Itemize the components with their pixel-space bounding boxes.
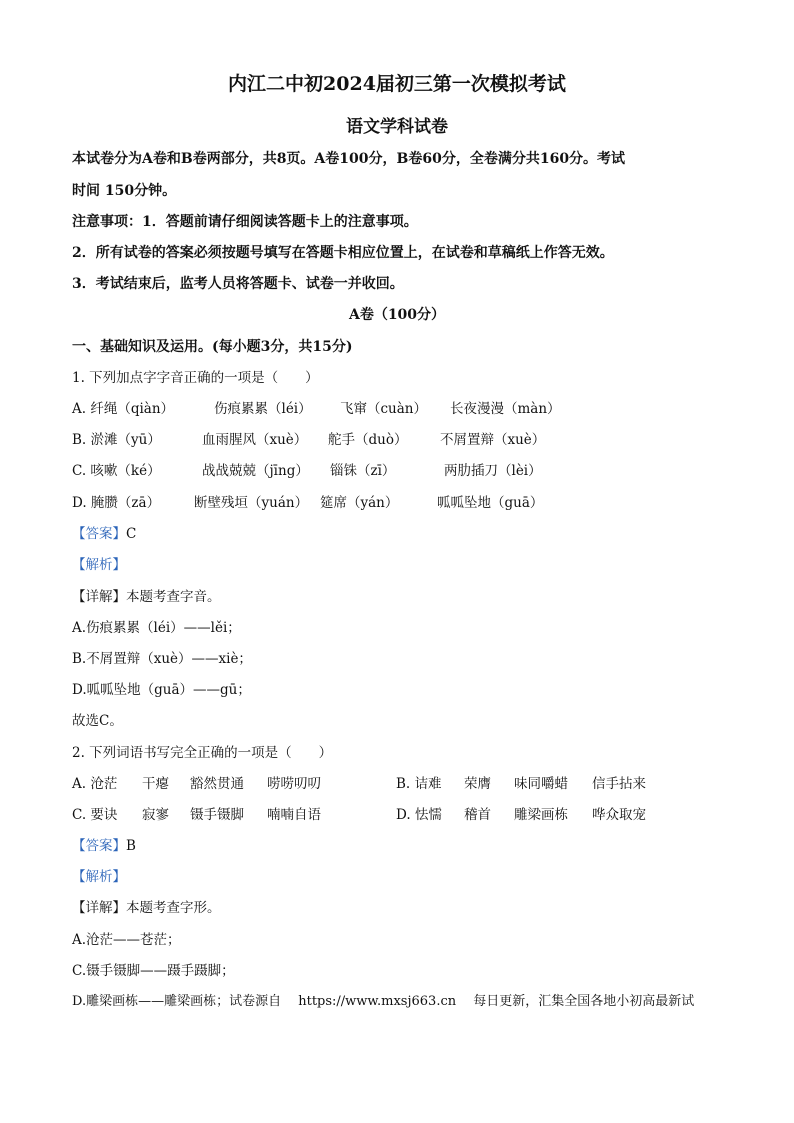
option-cell: 干瘪	[142, 776, 169, 792]
option-cell: 唠唠叨叨	[267, 776, 321, 792]
q1-answer	[72, 526, 136, 542]
option-cell: 血雨腥风（xuè）	[202, 432, 308, 448]
answer-label: 【答案】	[72, 526, 126, 542]
q1-stem: 1. 下列加点字字音正确的一项是（ ）	[72, 370, 319, 386]
q1-detail	[72, 589, 221, 605]
q2-line-d: D.雕梁画栋——雕梁画栋；试卷源自 https://www.mxsj663.cn 每日更新，汇集全国各地小初高最新试	[72, 994, 695, 1009]
option-cell: 舵手（duò）	[328, 432, 408, 448]
option-cell: 不屑置辩（xuè）	[440, 432, 546, 448]
answer-value: B	[126, 838, 136, 854]
q1-line-d: D.呱呱坠地（guā）——gū；	[72, 682, 251, 698]
q1-line-b: B.不屑置辩（xuè）——xiè；	[72, 651, 252, 667]
q1-analysis-label: 【解析】	[72, 557, 126, 573]
option-cell: 稽首	[464, 807, 491, 823]
option-cell: A. 沧茫	[72, 776, 118, 792]
intro-line-1: 本试卷分为A卷和B卷两部分，共8页。A卷100分，B卷60分，全卷满分共160分。考试	[72, 151, 626, 167]
section-a-heading: A卷（100分）	[348, 307, 446, 323]
option-cell: 断壁残垣（yuán）	[194, 495, 309, 511]
q2-line-c: C.镊手镊脚——蹑手蹑脚；	[72, 963, 235, 979]
option-cell: 雕梁画栋	[514, 807, 568, 823]
option-cell: C. 咳嗽（ké）	[72, 463, 161, 479]
notice-3: 3．考试结束后，监考人员将答题卡、试卷一并收回。	[72, 276, 404, 292]
option-cell: 两肋插刀（lèi）	[444, 463, 542, 479]
option-cell: 呱呱坠地（guā）	[437, 495, 544, 511]
option-cell: 豁然贯通	[190, 776, 244, 792]
option-cell: C. 要诀	[72, 807, 118, 823]
option-cell: 筵席（yán）	[320, 495, 399, 511]
answer-value: C	[126, 526, 137, 542]
q2-line-a: A.沧茫——苍茫；	[72, 932, 181, 948]
detail-text: 本题考查字形。	[126, 900, 221, 916]
detail-text: 本题考查字音。	[126, 589, 221, 605]
notice-2: 2．所有试卷的答案必须按题号填写在答题卡相应位置上，在试卷和草稿纸上作答无效。	[72, 245, 614, 261]
option-cell: B. 淤滩（yū）	[72, 432, 161, 448]
option-cell: D. 怯懦	[396, 807, 442, 823]
q2-stem: 2. 下列词语书写完全正确的一项是（ ）	[72, 745, 333, 761]
option-cell: 战战兢兢（jīng）	[202, 463, 309, 479]
option-cell: 寂寥	[142, 807, 169, 823]
option-cell: 荣膺	[464, 776, 491, 792]
option-cell: 味同嚼蜡	[514, 776, 568, 792]
notice-1: 注意事项：1．答题前请仔细阅读答题卡上的注意事项。	[72, 214, 418, 230]
option-cell: D. 腌臜（zā）	[72, 495, 161, 511]
option-cell: 长夜漫漫（màn）	[450, 401, 561, 417]
option-cell: 信手拈来	[592, 776, 646, 792]
exam-subtitle: 语文学科试卷	[346, 117, 448, 137]
detail-label: 【详解】	[72, 589, 126, 605]
option-cell: 哗众取宠	[592, 807, 646, 823]
intro-line-2: 时间 150分钟。	[72, 183, 177, 199]
q2-detail	[72, 900, 221, 916]
q1-line-a: A.伤痕累累（léi）——lěi；	[72, 620, 241, 636]
option-cell: A. 纤绳（qiàn）	[72, 401, 175, 417]
option-cell: 飞窜（cuàn）	[340, 401, 427, 417]
exam-title: 内江二中初2024届初三第一次模拟考试	[228, 73, 566, 95]
q2-answer	[72, 838, 136, 854]
option-cell: 喃喃自语	[267, 807, 321, 823]
option-cell: 伤痕累累（léi）	[214, 401, 312, 417]
answer-label: 【答案】	[72, 838, 126, 854]
part-1-heading: 一、基础知识及运用。(每小题3分，共15分)	[72, 339, 353, 355]
q1-conclusion: 故选C。	[72, 713, 123, 729]
option-cell: 锱铢（zī）	[330, 463, 396, 479]
detail-label: 【详解】	[72, 900, 126, 916]
q2-analysis-label: 【解析】	[72, 869, 126, 885]
option-cell: 镊手镊脚	[190, 807, 244, 823]
option-cell: B. 诘难	[396, 776, 442, 792]
